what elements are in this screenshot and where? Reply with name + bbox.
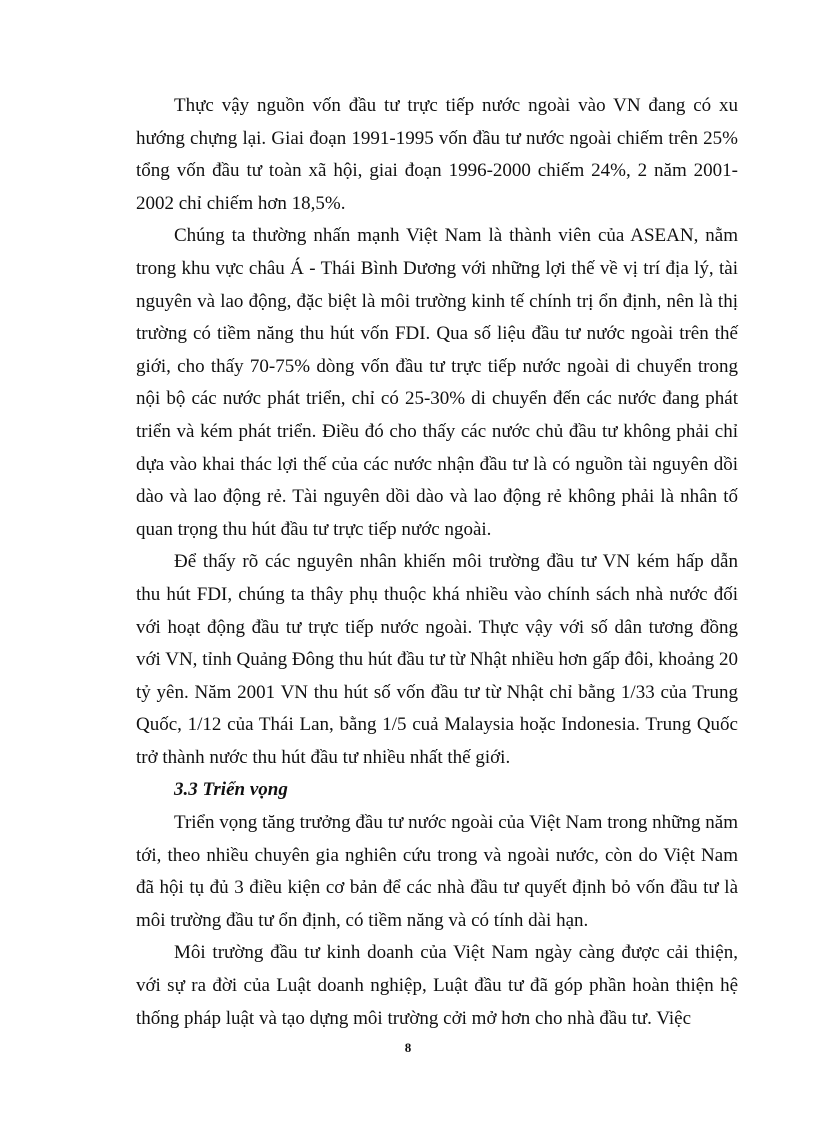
paragraph-outlook: Triển vọng tăng trưởng đầu tư nước ngoài của Việt Nam trong những năm tới, theo nhiều chuyên gia nghiên cứu trong và ngoài nước, còn do Việt Nam đã hội tụ đủ 3 điều kiện cơ bản để các nhà đầu tư quyết định bỏ vốn đầu tư là môi trường đầu tư ổn định, có tiềm năng và có tính dài hạn. (136, 812, 738, 931)
page-number: 8 (404, 1040, 412, 1055)
paragraph-investment-slowdown: Thực vậy nguồn vốn đầu tư trực tiếp nước ngoài vào VN đang có xu hướng chựng lại. Giai đoạn 1991-1995 vốn đầu tư nước ngoài chiếm trên 25% tổng vốn đầu tư toàn xã hội, giai đoạn 1996-2000 chiếm 24%, 2 năm 2001-2002 chỉ chiếm hơn 18,5%. (136, 95, 738, 214)
paragraph-fdi-causes: Để thấy rõ các nguyên nhân khiến môi trường đầu tư VN kém hấp dẫn thu hút FDI, chúng ta thây phụ thuộc khá nhiều vào chính sách nhà nước đối với hoạt động đầu tư trực tiếp nước ngoài. Thực vậy với số dân tương đồng với VN, tỉnh Quảng Đông thu hút đầu tư từ Nhật nhiều hơn gấp đôi, khoảng 20 tỷ yên. Năm 2001 VN thu hút số vốn đầu tư từ Nhật chỉ bằng 1/33 của Trung Quốc, 1/12 của Thái Lan, bằng 1/5 cuả Malaysia hoặc Indonesia. Trung Quốc trở thành nước thu hút đầu tư nhiều nhất thế giới. (136, 551, 738, 768)
paragraph-asean-advantages: Chúng ta thường nhấn mạnh Việt Nam là thành viên của ASEAN, nằm trong khu vực châu Á - Thái Bình Dương với những lợi thế về vị trí địa lý, tài nguyên và lao động, đặc biệt là môi trường kinh tế chính trị ổn định, nên là thị trường có tiềm năng thu hút vốn FDI. Qua số liệu đầu tư nước ngoài trên thế giới, cho thấy 70-75% dòng vốn đầu tư trực tiếp nước ngoài di chuyển trong nội bộ các nước phát triển, chỉ có 25-30% di chuyển đến các nước đang phát triển và kém phát triển. Điều đó cho thấy các nước chủ đầu tư không phải chỉ dựa vào khai thác lợi thế của các nước nhận đầu tư là có nguồn tài nguyên dồi dào và lao động rẻ. Tài nguyên dồi dào và lao động rẻ không phải là nhân tố quan trọng thu hút đầu tư trực tiếp nước ngoài. (136, 225, 738, 540)
page-body (136, 90, 738, 1035)
paragraph-business-environment: Môi trường đầu tư kinh doanh của Việt Nam ngày càng được cải thiện, với sự ra đời của Luật doanh nghiệp, Luật đầu tư đã góp phần hoàn thiện hệ thống pháp luật và tạo dựng môi trường cởi mở hơn cho nhà đầu tư. Việc (136, 942, 738, 1029)
section-heading: 3.3 Triển vọng (174, 779, 288, 801)
